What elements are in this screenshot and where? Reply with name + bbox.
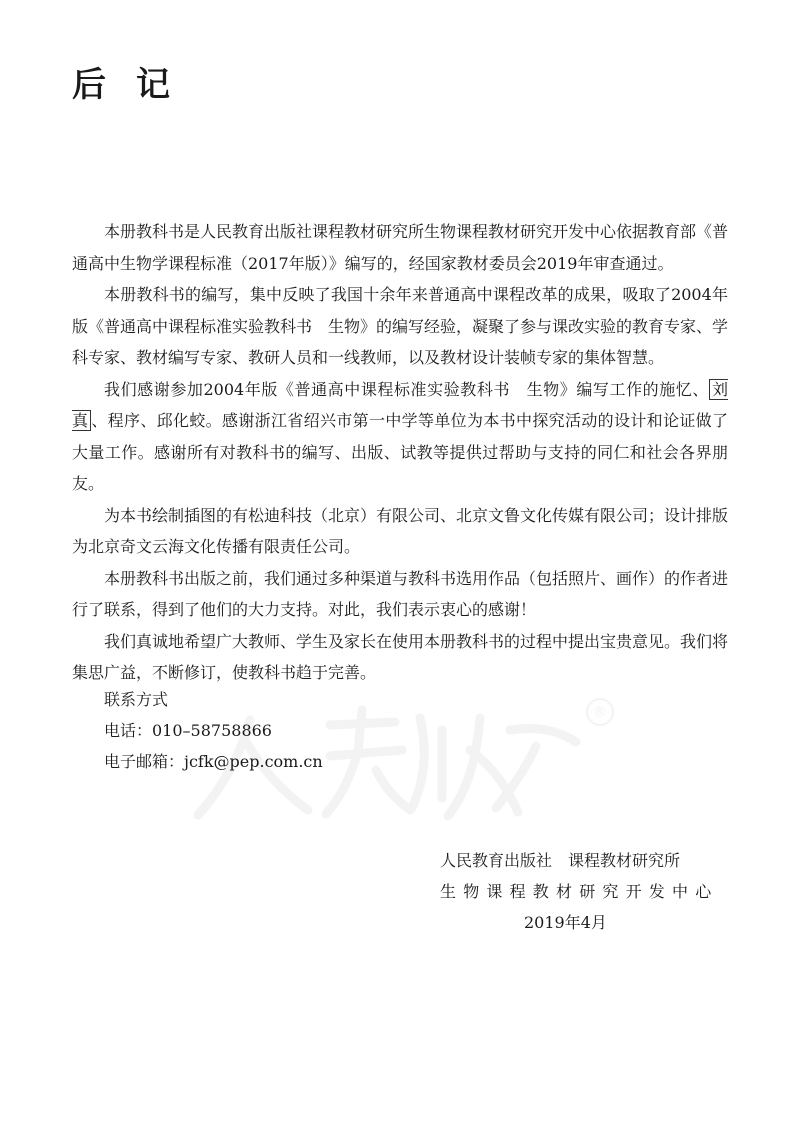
watermark-stroke — [326, 758, 356, 814]
signature-block — [440, 845, 718, 938]
contact-phone: 电话：010–58758866 — [104, 721, 272, 740]
page-title — [72, 65, 170, 105]
signature-center: 生物课程教材研究开发中心 — [440, 882, 719, 901]
watermark-stroke — [376, 770, 410, 810]
contact-email: 电子邮箱：jcfk@pep.com.cn — [104, 752, 323, 771]
paragraph-3-end: 、程序、邱化蛟。感谢浙江省绍兴市第一中学等单位为本书中探究活动的设计和论证做了大量工作。感谢所有对教科书的编写、出版、试教等提供过帮助与支持的同仁和社会各界朋友。 — [72, 411, 728, 493]
registered-mark: ® — [592, 703, 608, 721]
signature-organization: 人民教育出版社 课程教材研究所 — [440, 851, 681, 870]
afterword-body — [72, 216, 728, 689]
paragraph-5: 本册教科书出版之前，我们通过多种渠道与教科书选用作品（包括照片、画作）的作者进行了联系，得到了他们的大力支持。对此，我们表示衷心的感谢！ — [72, 568, 729, 619]
paragraph-1: 本册教科书是人民教育出版社课程教材研究所生物课程教材研究开发中心依据教育部《普通高中生物学课程标准（2017年版）》编写的，经国家教材委员会2019年审查通过。 — [72, 222, 729, 273]
paragraph-4: 为本书绘制插图的有松迪科技（北京）有限公司、北京文鲁文化传媒有限公司；设计排版为北京奇文云海文化传播有限责任公司。 — [72, 505, 729, 556]
watermark-stroke — [412, 718, 424, 808]
contact-info — [104, 684, 323, 777]
contact-heading: 联系方式 — [104, 690, 169, 709]
paragraph-6: 我们真诚地希望广大教师、学生及家长在使用本册教科书的过程中提出宝贵意见。我们将集思广益，不断修订，使教科书趋于完善。 — [72, 631, 729, 682]
title-char-1: 后 — [72, 65, 106, 105]
paragraph-3 — [72, 374, 728, 500]
watermark-stroke — [330, 750, 402, 756]
watermark-stroke — [358, 710, 362, 752]
paragraph-3-start: 我们感谢参加2004年版《普通高中课程标准实验教科书 生物》编写工作的施忆、 — [104, 379, 709, 399]
title-char-2: 记 — [136, 65, 170, 105]
paragraph-2: 本册教科书的编写，集中反映了我国十余年来普通高中课程改革的成果，吸取了2004年版《普通高中课程标准实验教科书 生物》的编写经验，凝聚了参与课改实验的教育专家、学科专家、教材编写专家、教研人员和一线教师，以及教材设计装帧专家的集体智慧。 — [72, 285, 729, 367]
watermark-stroke — [510, 729, 576, 743]
watermark-stroke — [448, 718, 480, 816]
signature-date: 2019年4月 — [524, 913, 607, 932]
boxed-name: 刘真 — [72, 379, 728, 430]
